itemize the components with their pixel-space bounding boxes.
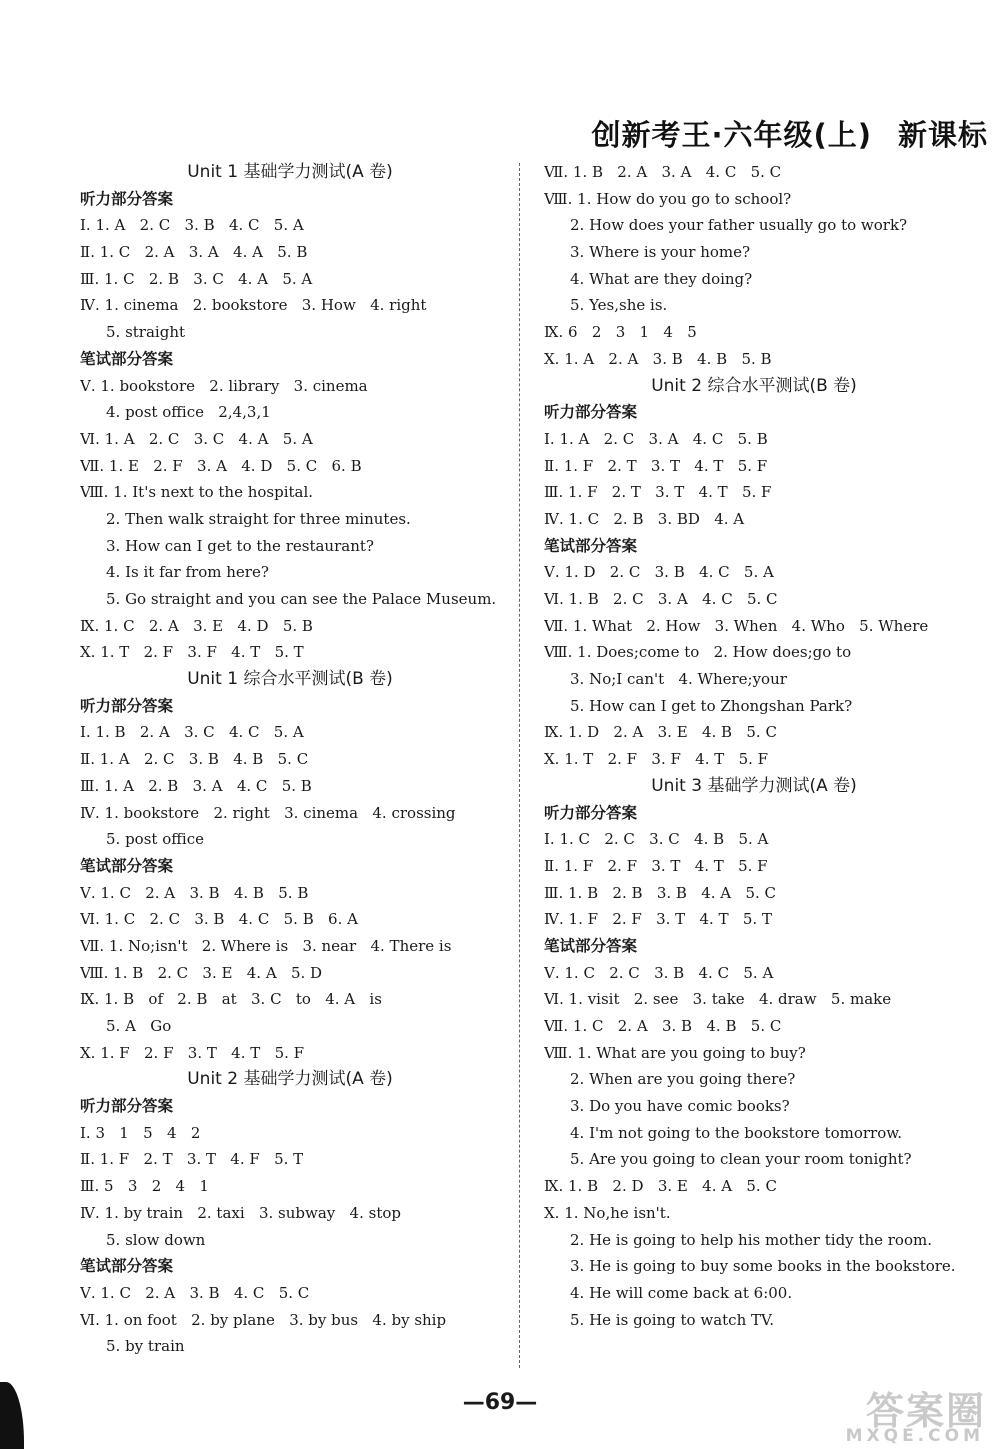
answer-line: Ⅳ. 1. by train 2. taxi 3. subway 4. stop (80, 1203, 401, 1222)
answer-line: 4. Is it far from here? (106, 563, 269, 582)
answer-line: 5. straight (106, 323, 186, 342)
answer-line: Ⅶ. 1. No;isn't 2. Where is 3. near 4. There is (80, 936, 452, 955)
answer-line: Ⅰ. 1. A 2. C 3. B 4. C 5. A (80, 216, 304, 235)
answer-line: Ⅳ. 1. bookstore 2. right 3. cinema 4. crossing (80, 803, 456, 822)
answer-line: Ⅹ. 1. A 2. A 3. B 4. B 5. B (544, 349, 772, 368)
answer-line: 5. by train (106, 1337, 185, 1356)
watermark-en: MXQE.COM (845, 1426, 984, 1446)
page-number: —69— (462, 1390, 538, 1415)
answer-line: 4. What are they doing? (570, 269, 753, 288)
answer-line: 5. Go straight and you can see the Palace Museum. (106, 590, 497, 608)
answer-line: Ⅴ. 1. C 2. C 3. B 4. C 5. A (544, 963, 774, 982)
section-title: Unit 2 基础学力测试(A 卷) (187, 1069, 393, 1090)
answer-line: Ⅳ. 1. C 2. B 3. BD 4. A (544, 509, 745, 528)
answer-line: Ⅲ. 1. B 2. B 3. B 4. A 5. C (544, 883, 776, 902)
subsection-heading: 听力部分答案 (80, 1097, 174, 1116)
subsection-heading: 听力部分答案 (80, 696, 174, 715)
edition-label: 新课标 (897, 118, 988, 152)
answer-line: Ⅴ. 1. C 2. A 3. B 4. B 5. B (80, 883, 309, 902)
answer-line: Ⅴ. 1. C 2. A 3. B 4. C 5. C (80, 1283, 310, 1302)
answer-line: Ⅸ. 1. C 2. A 3. E 4. D 5. B (80, 616, 313, 635)
section-title: Unit 2 综合水平测试(B 卷) (651, 375, 857, 396)
answer-line: Ⅳ. 1. F 2. F 3. T 4. T 5. T (544, 910, 772, 929)
answer-line: Ⅱ. 1. F 2. T 3. T 4. T 5. F (544, 456, 768, 475)
answer-line: 2. When are you going there? (570, 1070, 796, 1089)
answer-line: 2. He is going to help his mother tidy the room. (570, 1230, 932, 1249)
right-column (544, 159, 964, 1333)
answer-line: Ⅴ. 1. bookstore 2. library 3. cinema (80, 376, 368, 395)
page-header (591, 113, 988, 154)
section-title: Unit 3 基础学力测试(A 卷) (651, 775, 857, 796)
answer-line: Ⅸ. 1. B of 2. B at 3. C to 4. A is (80, 990, 382, 1009)
answer-line: Ⅷ. 1. What are you going to buy? (544, 1043, 806, 1062)
series-title: 创新考王·六年级(上) (591, 118, 872, 152)
answer-line: Ⅶ. 1. What 2. How 3. When 4. Who 5. Where (544, 616, 929, 635)
answer-line: Ⅱ. 1. C 2. A 3. A 4. A 5. B (80, 243, 308, 262)
answer-line: Ⅲ. 5 3 2 4 1 (80, 1177, 209, 1196)
watermark-logo (784, 1380, 994, 1446)
answer-line: Ⅹ. 1. T 2. F 3. F 4. T 5. T (80, 643, 304, 662)
subsection-heading: 笔试部分答案 (80, 856, 174, 875)
subsection-heading: 笔试部分答案 (80, 349, 174, 368)
answer-line: Ⅸ. 1. D 2. A 3. E 4. B 5. C (544, 723, 777, 742)
answer-line: Ⅲ. 1. C 2. B 3. C 4. A 5. A (80, 269, 313, 288)
answer-line: Ⅳ. 1. cinema 2. bookstore 3. How 4. right (80, 296, 427, 315)
answer-line: 3. He is going to buy some books in the bookstore. (570, 1257, 956, 1276)
answer-line: Ⅱ. 1. A 2. C 3. B 4. B 5. C (80, 750, 309, 769)
answer-line: Ⅷ. 1. Does;come to 2. How does;go to (544, 643, 852, 662)
answer-line: Ⅰ. 1. A 2. C 3. A 4. C 5. B (544, 429, 768, 448)
answer-line: 5. A Go (106, 1017, 172, 1035)
answer-line: 3. No;I can't 4. Where;your (570, 670, 787, 689)
answer-line: Ⅱ. 1. F 2. T 3. T 4. F 5. T (80, 1150, 304, 1169)
answer-line: Ⅸ. 1. B 2. D 3. E 4. A 5. C (544, 1177, 777, 1196)
answer-line: Ⅶ. 1. B 2. A 3. A 4. C 5. C (544, 163, 782, 181)
answer-line: Ⅷ. 1. It's next to the hospital. (80, 483, 314, 502)
answer-line: 3. Where is your home? (570, 243, 751, 262)
subsection-heading: 笔试部分答案 (544, 536, 638, 555)
column-divider (519, 163, 520, 1368)
answer-line: Ⅶ. 1. E 2. F 3. A 4. D 5. C 6. B (80, 456, 362, 475)
subsection-heading: 笔试部分答案 (80, 1257, 174, 1276)
answer-line: Ⅷ. 1. How do you go to school? (544, 189, 792, 208)
answer-line: 4. I'm not going to the bookstore tomorrow. (570, 1123, 903, 1142)
answer-line: Ⅴ. 1. D 2. C 3. B 4. C 5. A (544, 563, 774, 582)
answer-line: Ⅹ. 1. T 2. F 3. F 4. T 5. F (544, 750, 769, 769)
answer-line: 4. He will come back at 6:00. (570, 1283, 793, 1302)
answer-line: 3. How can I get to the restaurant? (106, 536, 374, 555)
answer-line: 5. Yes,she is. (570, 296, 668, 315)
answer-line: 5. post office (106, 830, 204, 849)
answer-line: Ⅲ. 1. F 2. T 3. T 4. T 5. F (544, 483, 772, 502)
watermark-cn: 答案圈 (865, 1389, 986, 1433)
answer-line: Ⅸ. 6 2 3 1 4 5 (544, 323, 697, 342)
answer-line: Ⅷ. 1. B 2. C 3. E 4. A 5. D (80, 963, 323, 982)
subsection-heading: 听力部分答案 (80, 189, 174, 208)
answer-line: Ⅶ. 1. C 2. A 3. B 4. B 5. C (544, 1017, 782, 1035)
subsection-heading: 笔试部分答案 (544, 936, 638, 955)
answer-line: Ⅰ. 3 1 5 4 2 (80, 1123, 201, 1142)
answer-line: Ⅵ. 1. B 2. C 3. A 4. C 5. C (544, 590, 778, 608)
answer-line: Ⅵ. 1. A 2. C 3. C 4. A 5. A (80, 429, 313, 448)
answer-line: 5. He is going to watch TV. (570, 1310, 774, 1329)
answer-line: Ⅲ. 1. A 2. B 3. A 4. C 5. B (80, 776, 312, 795)
answer-line: Ⅹ. 1. No,he isn't. (544, 1203, 671, 1222)
answer-line: 2. How does your father usually go to work? (570, 216, 908, 235)
answer-line: Ⅱ. 1. F 2. F 3. T 4. T 5. F (544, 856, 768, 875)
answer-line: 3. Do you have comic books? (570, 1097, 790, 1116)
answer-line: 5. How can I get to Zhongshan Park? (570, 696, 853, 715)
answer-line: 5. Are you going to clean your room tonight? (570, 1150, 912, 1169)
answer-line: Ⅵ. 1. visit 2. see 3. take 4. draw 5. make (544, 990, 892, 1009)
answer-line: 4. post office 2,4,3,1 (106, 403, 271, 422)
answer-line: 2. Then walk straight for three minutes. (106, 509, 411, 528)
answer-line: 5. slow down (106, 1230, 206, 1249)
answer-line: Ⅵ. 1. on foot 2. by plane 3. by bus 4. by ship (80, 1310, 447, 1329)
section-title: Unit 1 综合水平测试(B 卷) (187, 669, 393, 690)
answer-line: Ⅹ. 1. F 2. F 3. T 4. T 5. F (80, 1043, 305, 1062)
answer-line: Ⅰ. 1. C 2. C 3. C 4. B 5. A (544, 830, 769, 849)
answer-line: Ⅵ. 1. C 2. C 3. B 4. C 5. B 6. A (80, 910, 358, 929)
answer-line: Ⅰ. 1. B 2. A 3. C 4. C 5. A (80, 723, 304, 742)
section-title: Unit 1 基础学力测试(A 卷) (187, 162, 393, 182)
subsection-heading: 听力部分答案 (544, 803, 638, 822)
subsection-heading: 听力部分答案 (544, 403, 638, 422)
left-column (80, 159, 500, 1360)
